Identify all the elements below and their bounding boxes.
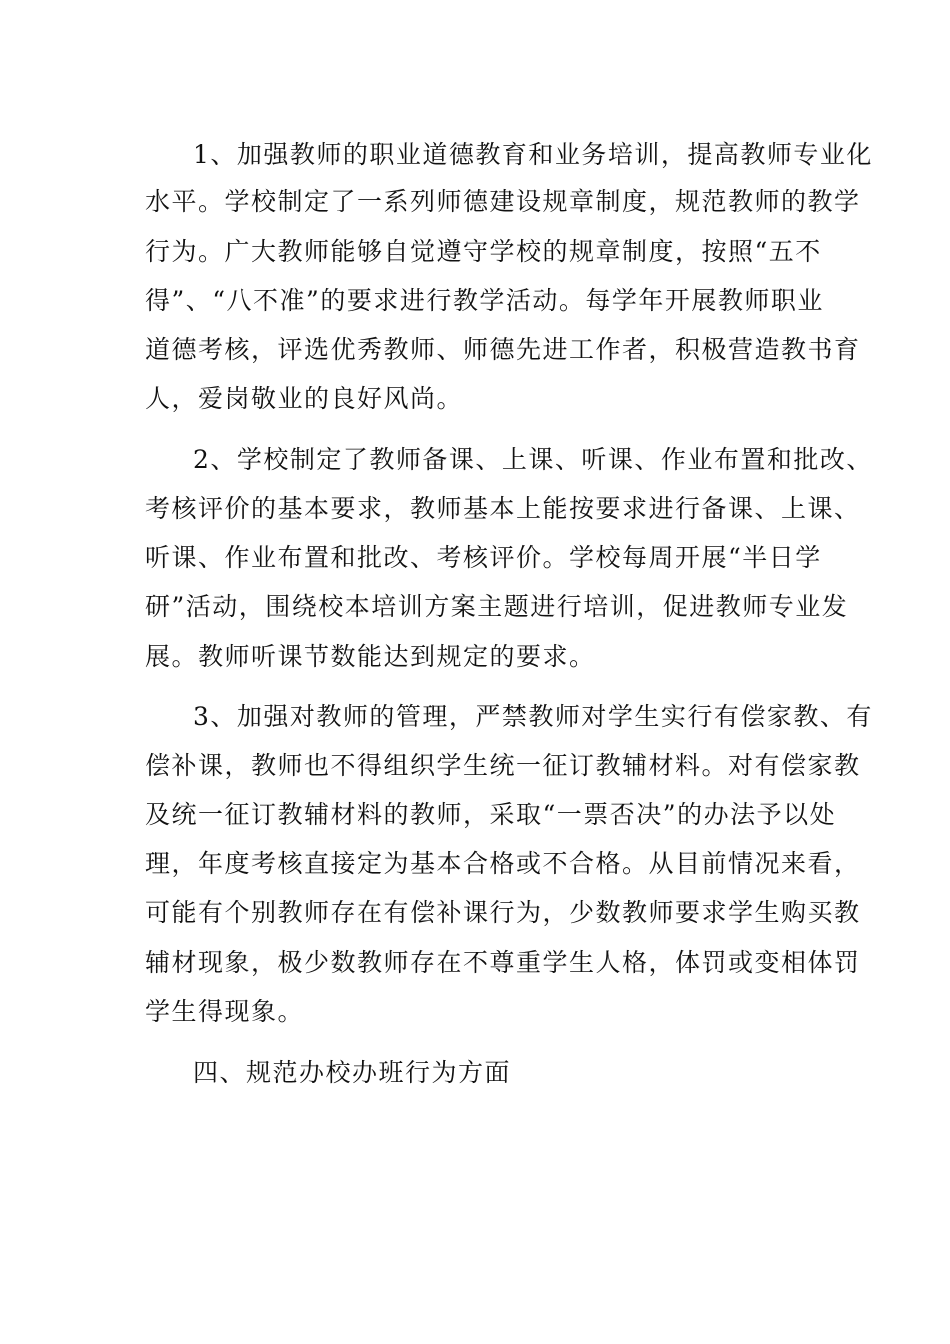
paragraph-1-line-6: 人，爱岗敬业的良好风尚。: [145, 384, 464, 413]
paragraph-2-line-1: 2、学校制定了教师备课、上课、听课、作业布置和批改、: [193, 445, 873, 474]
paragraph-2-line-3: 听课、作业布置和批改、考核评价。学校每周开展“半日学: [145, 543, 822, 572]
paragraph-3-line-4: 理，年度考核直接定为基本合格或不合格。从目前情况来看，: [145, 849, 861, 878]
paragraph-3-line-2: 偿补课，教师也不得组织学生统一征订教辅材料。对有偿家教: [145, 751, 861, 780]
paragraph-2-line-4: 研”活动，围绕校本培训方案主题进行培训，促进教师专业发: [145, 592, 849, 621]
paragraph-3-line-6: 辅材现象，极少数教师存在不尊重学生人格，体罚或变相体罚: [145, 948, 861, 977]
paragraph-1-line-5: 道德考核，评选优秀教师、师德先进工作者，积极营造教书育: [145, 335, 861, 364]
paragraph-1-line-3: 行为。广大教师能够自觉遵守学校的规章制度，按照“五不: [145, 237, 822, 266]
paragraph-2-line-5: 展。教师听课节数能达到规定的要求。: [145, 642, 596, 671]
paragraph-1-line-4: 得”、“八不准”的要求进行教学活动。每学年开展教师职业: [145, 286, 824, 315]
paragraph-2-line-2: 考核评价的基本要求，教师基本上能按要求进行备课、上课、: [145, 494, 861, 523]
paragraph-3-line-7: 学生得现象。: [145, 997, 305, 1026]
paragraph-3-line-1: 3、加强对教师的管理，严禁教师对学生实行有偿家教、有: [193, 702, 873, 731]
paragraph-1-line-1: 1、加强教师的职业道德教育和业务培训，提高教师专业化: [193, 140, 873, 169]
section-heading-4: 四、规范办校办班行为方面: [193, 1058, 512, 1087]
paragraph-3-line-3: 及统一征订教辅材料的教师，采取“一票否决”的办法予以处: [145, 800, 837, 829]
paragraph-3-line-5: 可能有个别教师存在有偿补课行为，少数教师要求学生购买教: [145, 898, 861, 927]
paragraph-1-line-2: 水平。学校制定了一系列师德建设规章制度，规范教师的教学: [145, 187, 861, 216]
